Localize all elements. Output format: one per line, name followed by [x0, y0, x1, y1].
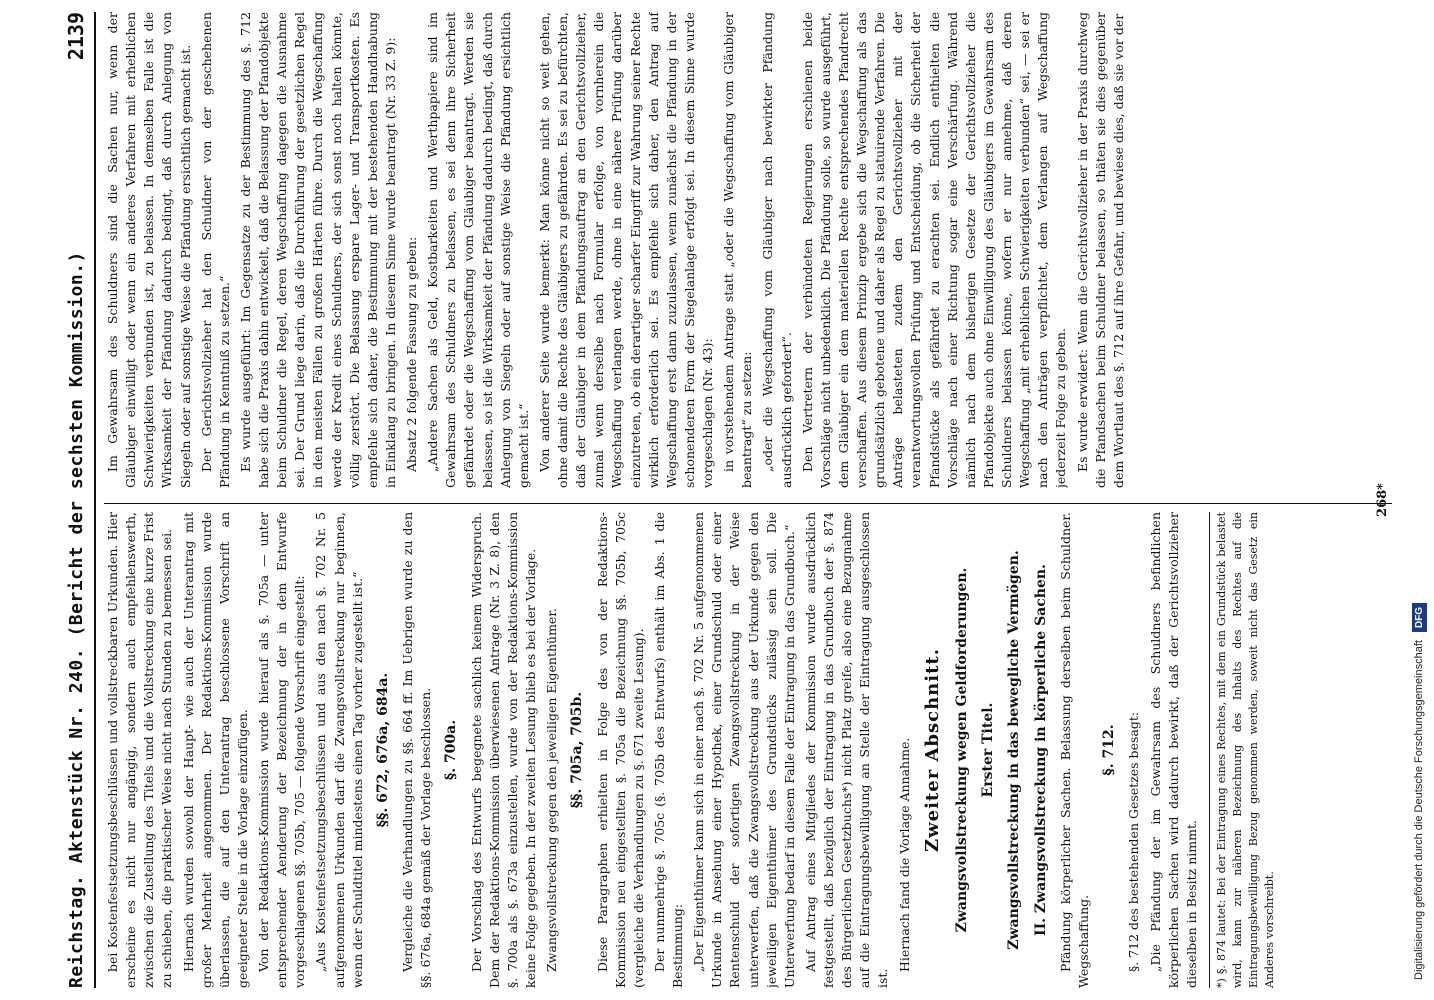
section-heading: Zwangsvollstreckung in das bewegliche Vermögen. [1006, 550, 1023, 950]
paragraph: bei Kostenfestsetzungsbeschlüssen und vollstreckbaren Urkunden. Hier erscheine es nicht nur angängig, sondern auch empfehlenswerth, zwischen die Zustellung des Titels und die Vollstreckung eine kurze Frist zu schieben, die praktischer Weise nicht nach Stunden zu bemessen sei. [105, 512, 175, 988]
paragraph: Der Vorschlag des Entwurfs begegnete sachlich keinem Widerspruch. Dem der Redaktions-Kommission überwiesenen Antrage (Nr. 3 Z. 8), den §. 700a als §. 673a einzustellen, wurde von der Redaktions-Kommission keine Folge gegeben. In der zweiten Lesung blieb es bei der Vorlage. [468, 512, 538, 988]
paragraph: Den Vertretern der verbündeten Regierungen erschienen beide Vorschläge nicht unbedenklich. Die Pfändung solle, so wurde ausgeführt, dem Gläubiger ein dem materiellen Rechte entsprechendes Pfandrecht verschaffen. Aus diesem Prinzip ergebe sich die Wegschaffung als das grundsätzlich gebotene und daher als Regel zu statuirende Verfahren. Die Anträge belasteten zudem den Gerichtsvollzieher mit der verantwortungsvollen Prüfung und Entscheidung, ob die Sicherheit der Pfandstücke als gefährdet zu erachten sei. Endlich enthielten die Vorschläge nach einer Richtung sogar eine Verschärfung. Während nämlich nach dem bisherigen Gesetze der Gerichtsvollzieher die Pfandobjekte auch ohne Einwilligung des Gläubigers im Gewahrsam des Schuldners belassen könne, wofern er nur annehme, daß deren Wegschaffung „mit erheblichen Schwierigkeiten verbunden“ sei, — sei er nach den Anträgen verpflichtet, dem Verlangen auf Wegschaffung jederzeit Folge zu geben. [799, 12, 1069, 488]
paragraph: Der Gerichtsvollzieher hat den Schuldner von der geschehenen Pfändung in Kenntniß zu setzen.“ [198, 12, 232, 488]
paragraph: Es wurde ausgeführt: Im Gegensatze zu der Bestimmung des §. 712 habe sich die Praxis dahin entwickelt, daß die Belassung der Pfandobjekte beim Schuldner die Regel, deren Wegschaffung dagegen die Ausnahme sei. Der Grund liege darin, daß die Durchführung der gesetzlichen Regel in den meisten Fällen zu großen Härten führe. Durch die Wegschaffung werde der Kredit eines Schuldners, der sich sonst noch halten könnte, völlig zerstört. Die Belassung erspare Lager- und Transportkosten. Es empfehle sich daher, die Bestimmung mit der bestehenden Handhabung in Einklang zu bringen. In diesem Sinne wurde beantragt (Nr. 33 Z. 9): [237, 12, 398, 488]
column-divider [104, 503, 1392, 504]
paragraph: Der nunmehrige §. 705c (§. 705b des Entwurfs) enthält im Abs. 1 die Bestimmung: [651, 512, 686, 988]
paragraph: Absatz 2 folgende Fassung zu geben: [404, 236, 419, 472]
section-heading: Zweiter Abschnitt. [921, 648, 943, 852]
paragraph: Pfändung körperlicher Sachen. Belassung derselben beim Schuldner. Wegschaffung. [1057, 512, 1092, 988]
section-heading: II. Zwangsvollstreckung in körperliche Sachen. [1032, 564, 1049, 936]
section-heading: §. 700a. [443, 719, 460, 781]
right-column [104, 12, 1392, 488]
paragraph: in vorstehendem Antrage statt „oder die Wegschaffung vom Gläubiger beantragt“ zu setzen: [721, 12, 755, 488]
rotated-page-content [50, 0, 1400, 1000]
paragraph: „oder die Wegschaffung vom Gläubiger nach bewirkter Pfändung ausdrücklich gefordert“. [760, 12, 794, 488]
page-number: 2139 [64, 12, 88, 61]
paragraph: Von anderer Seite wurde bemerkt: Man könne nicht so weit gehen, ohne damit die Rechte des Gläubigers zu gefährden. Es sei zu befürchten, daß der Gläubiger in dem Pfändungsauftrag an den Gerichtsvollzieher, zumal wenn derselbe nach Formular erfolge, von vornherein die Wegschaffung verlangen werde, ohne in eine nähere Prüfung darüber einzutreten, ob ein derartiger scharfer Eingriff zur Wahrung seiner Rechte wirklich erforderlich sei. Es empfehle sich daher, den Antrag auf Wegschaffung erst dann zuzulassen, wenn zunächst die Pfändung in der schonenderen Form der Siegelanlage erfolgt sei. In diesem Sinne wurde vorgeschlagen (Nr. 43): [536, 12, 715, 488]
margin-credit-text: Digitalisierung gefördert durch die Deutsche Forschungsgemeinschaft [1413, 640, 1425, 980]
section-heading: Erster Titel. [980, 702, 997, 798]
footnote: *) §. 874 lautet: Bei der Eintragung eines Rechtes, mit dem ein Grundstück belastet wird, kann zur näheren Bezeichnung des Inhalts des Rechtes auf die Eintragungsbewilligung Bezug genommen werden, soweit nicht das Gesetz ein Anderes vorschreibt. [1209, 512, 1278, 988]
paragraph: Es wurde erwidert: Wenn die Gerichtsvollzieher in der Praxis durchweg die Pfandsachen beim Schuldner belassen, so thäten sie dies gegenüber dem Wortlaut des §. 712 auf ihre Gefahr, und bewiese dies, daß sie vor der [1074, 12, 1126, 488]
paragraph: „Die Pfändung der im Gewahrsam des Schuldners befindlichen körperlichen Sachen wird dadurch bewirkt, daß der Gerichtsvollzieher dieselben in Besitz nimmt. [1147, 512, 1199, 988]
left-column [104, 512, 1392, 988]
paragraph: Auf Antrag eines Mitgliedes der Kommission wurde ausdrücklich festgestellt, daß bezüglich der Eintragung in das Grundbuch der §. 874 des Bürgerlichen Gesetzbuchs*) nicht Platz greife, also eine Bezugnahme auf die Eintragungsbewilligung an Stelle der Eintragung ausgeschlossen ist. [802, 512, 891, 988]
document-page [50, 0, 1400, 1000]
page-header [58, 12, 96, 988]
paragraph: §. 712 des bestehenden Gesetzes besagt: [1126, 711, 1142, 972]
section-heading: §. 712. [1101, 724, 1118, 776]
paragraph: Im Gewahrsam des Schuldners sind die Sachen nur, wenn der Gläubiger einwilligt oder wenn ein anderes Verfahren mit erheblichen Schwierigkeiten verbunden ist, zu belassen. In demselben Falle ist die Wirksamkeit der Pfändung dadurch bedingt, daß durch Anlegung von Siegeln oder auf sonstige Weise die Pfändung ersichtlich gemacht ist. [105, 12, 193, 488]
section-heading: Zwangsvollstreckung wegen Geldforderungen. [953, 567, 970, 933]
paragraph: Zwangsvollstreckung gegen den jeweiligen Eigenthümer. [544, 608, 560, 972]
section-heading: §§. 705a, 705b. [569, 691, 586, 809]
margin-credit [1404, 80, 1434, 980]
paragraph: „Andere Sachen als Geld, Kostbarkeiten und Werthpapiere sind im Gewahrsam des Schuldners zu belassen, es sei denn ihre Sicherheit gefährdet oder die Wegschaffung vom Gläubiger beantragt. Werden sie belassen, so ist die Wirksamkeit der Pfändung dadurch bedingt, daß durch Anlegung von Siegeln oder auf sonstige Weise die Pfändung ersichtlich gemacht ist.“ [425, 12, 531, 488]
paragraph: Hiernach wurden sowohl der Haupt- wie auch der Unterantrag mit großer Mehrheit angenommen. Der Redaktions-Kommission wurde überlassen, die auf den Unterantrag beschlossene Vorschrift an geeigneter Stelle in die Vorlage einzufügen. [180, 512, 250, 988]
paragraph: „Aus Kostenfestsetzungsbeschlüssen und aus den nach §. 702 Nr. 5 aufgenommenen Urkunden darf die Zwangsvollstreckung nur beginnen, wenn der Schuldtitel mindestens einen Tag vorher zugestellt ist.“ [313, 512, 365, 988]
dfg-logo: DFG [1412, 603, 1427, 632]
paragraph: Von der Redaktions-Kommission wurde hierauf als §. 705a — unter entsprechender Aenderung der Bezeichnung der in dem Entwurfe vorgeschlagenen §§. 705b, 705 — folgende Vorschrift eingestellt: [256, 512, 308, 988]
signature-mark: 268* [1375, 483, 1390, 517]
paragraph: Vergleiche die Verhandlungen zu §§. 664 ff. Im Uebrigen wurde zu den §§. 676a, 684a gemäß der Vorlage beschlossen. [400, 512, 434, 988]
paragraph: „Der Eigenthümer kann sich in einer nach §. 702 Nr. 5 aufgenommenen Urkunde in Ansehung einer Hypothek, einer Grundschuld oder einer Rentenschuld der sofortigen Zwangsvollstreckung in der Weise unterwerfen, daß die Zwangsvollstreckung aus der Urkunde gegen den jeweiligen Eigenthümer des Grundstücks zulässig sein soll. Die Unterwerfung bedarf in diesem Falle der Eintragung in das Grundbuch.“ [691, 512, 797, 988]
section-heading: §§. 672, 676a, 684a. [374, 672, 391, 828]
paragraph: Hiernach fand die Vorlage Annahme. [896, 737, 912, 972]
margin-strip [1404, 0, 1434, 1000]
running-head: Reichstag. Aktenstück Nr. 240. (Bericht der sechsten Kommission.) [65, 251, 87, 988]
paragraph: Diese Paragraphen erhielten in Folge des von der Redaktions-Kommission neu eingestellten §. 705a die Bezeichnung §§. 705b, 705c (vergleiche die Verhandlungen zu §. 671 zweite Lesung). [594, 512, 646, 988]
